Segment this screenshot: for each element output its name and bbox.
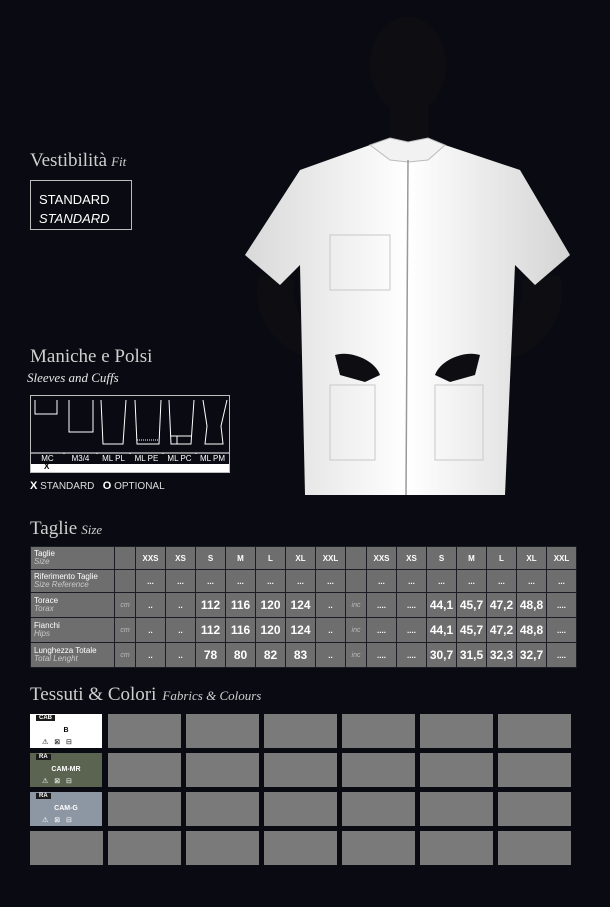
- color-swatch-empty: [264, 831, 337, 865]
- size-value-cell: ..: [316, 618, 346, 643]
- sleeve-three-quarter-icon: [69, 400, 93, 432]
- sleeve-long-cuff-icon: [169, 400, 194, 444]
- size-value-cell: 30,7: [427, 643, 457, 668]
- size-col: S: [196, 547, 226, 570]
- color-swatch-empty: [420, 831, 493, 865]
- size-value-cell: 48,8: [517, 618, 547, 643]
- unit-cell: cm: [115, 593, 136, 618]
- sleeve-diagrams: [31, 396, 229, 454]
- sleeve-selected-mark: X: [44, 462, 50, 471]
- fabric-code: CAM-MR: [51, 766, 81, 773]
- fabrics-title-it: Tessuti & Colori: [30, 684, 157, 705]
- size-value-cell: 44,1: [427, 618, 457, 643]
- size-value-cell: ..: [316, 593, 346, 618]
- fabric-code: CAM-G: [54, 805, 78, 812]
- unit-cell: inc: [346, 618, 367, 643]
- fit-title: [30, 150, 126, 172]
- size-header-en: Size: [34, 557, 50, 566]
- unit-cell: [115, 547, 136, 570]
- size-col: XS: [397, 547, 427, 570]
- color-swatch-empty: [420, 714, 493, 748]
- color-swatch-empty: [30, 831, 103, 865]
- row-label-en: Total Lenght: [34, 654, 78, 663]
- size-value-cell: ...: [196, 570, 226, 593]
- size-value-cell: ..: [136, 643, 166, 668]
- color-swatch-empty: [108, 753, 181, 787]
- sleeve-long-elastic-icon: [135, 400, 161, 444]
- legend-x-mark: X: [30, 480, 38, 492]
- color-swatch-empty: [108, 831, 181, 865]
- sleeve-legend: [30, 480, 165, 492]
- head-silhouette: [370, 17, 446, 113]
- care-symbols-icon: ⚠ ⊠ ⊟: [42, 739, 74, 746]
- size-table-row: [31, 643, 577, 668]
- sleeve-long-button-icon: [203, 400, 227, 444]
- size-value-cell: ...: [457, 570, 487, 593]
- color-swatch-empty: [342, 714, 415, 748]
- size-row-label: [31, 570, 115, 593]
- size-row-label: [31, 643, 115, 668]
- size-title: [30, 518, 102, 540]
- sleeve-label-m34: M3/4: [71, 454, 90, 463]
- fabric-swatch: [30, 714, 102, 748]
- color-swatch-empty: [186, 792, 259, 826]
- size-value-cell: ....: [367, 643, 397, 668]
- color-swatch-empty: [342, 831, 415, 865]
- size-table: [30, 546, 577, 668]
- sleeve-label-mlpl: ML PL: [102, 454, 125, 463]
- unit-cell: [115, 570, 136, 593]
- unit-cell: cm: [115, 643, 136, 668]
- size-col: XXS: [367, 547, 397, 570]
- size-value-cell: ....: [397, 643, 427, 668]
- size-col: XS: [166, 547, 196, 570]
- size-col: L: [256, 547, 286, 570]
- color-swatch-empty: [108, 792, 181, 826]
- fabric-tag: CAB: [36, 715, 55, 721]
- fit-value: STANDARD: [39, 192, 110, 207]
- size-value-cell: ....: [547, 643, 577, 668]
- size-col: XXL: [316, 547, 346, 570]
- unit-cell: cm: [115, 618, 136, 643]
- row-label-it: Lunghezza Totale: [34, 646, 97, 655]
- size-value-cell: ...: [367, 570, 397, 593]
- size-value-cell: 31,5: [457, 643, 487, 668]
- fabric-swatch: [30, 753, 102, 787]
- size-value-cell: 120: [256, 618, 286, 643]
- size-table-row: [31, 570, 577, 593]
- size-value-cell: 112: [196, 593, 226, 618]
- size-value-cell: ....: [547, 593, 577, 618]
- size-col: M: [226, 547, 256, 570]
- size-value-cell: 124: [286, 593, 316, 618]
- size-row-label: [31, 618, 115, 643]
- color-swatch-empty: [264, 714, 337, 748]
- color-swatch-empty: [342, 792, 415, 826]
- size-value-cell: ...: [286, 570, 316, 593]
- fabrics-title: [30, 684, 261, 706]
- color-swatch-empty: [420, 753, 493, 787]
- size-value-cell: ...: [547, 570, 577, 593]
- size-value-cell: ....: [367, 593, 397, 618]
- row-label-en: Size Reference: [34, 580, 89, 589]
- fit-box: [30, 180, 132, 230]
- legend-optional: OPTIONAL: [114, 481, 165, 492]
- care-symbols-icon: ⚠ ⊠ ⊟: [42, 817, 74, 824]
- size-value-cell: 124: [286, 618, 316, 643]
- color-swatch-empty: [186, 831, 259, 865]
- unit-cell: [346, 570, 367, 593]
- unit-cell: [346, 547, 367, 570]
- size-value-cell: ....: [397, 593, 427, 618]
- size-value-cell: ....: [397, 618, 427, 643]
- row-label-en: Hips: [34, 629, 51, 638]
- size-header-it: Taglie: [34, 549, 55, 558]
- care-symbols-icon: ⚠ ⊠ ⊟: [42, 778, 74, 785]
- size-value-cell: 44,1: [427, 593, 457, 618]
- size-value-cell: 47,2: [487, 593, 517, 618]
- size-table-row: [31, 618, 577, 643]
- color-swatch-empty: [342, 753, 415, 787]
- size-value-cell: 32,3: [487, 643, 517, 668]
- sleeve-long-plain-icon: [101, 400, 126, 444]
- size-col: M: [457, 547, 487, 570]
- unit-cell: inc: [346, 643, 367, 668]
- size-value-cell: 116: [226, 593, 256, 618]
- size-value-cell: ...: [256, 570, 286, 593]
- size-value-cell: ...: [427, 570, 457, 593]
- fabric-code: B: [63, 727, 69, 734]
- size-value-cell: 47,2: [487, 618, 517, 643]
- size-title-it: Taglie: [30, 518, 78, 539]
- size-value-cell: 112: [196, 618, 226, 643]
- legend-o-mark: O: [102, 480, 112, 492]
- size-col: S: [427, 547, 457, 570]
- sleeve-label-mlpe: ML PE: [134, 454, 159, 463]
- fit-title-en: Fit: [111, 154, 127, 169]
- size-value-cell: ....: [367, 618, 397, 643]
- size-value-cell: ..: [136, 618, 166, 643]
- fit-value-en: STANDARD: [39, 211, 110, 226]
- size-value-cell: 45,7: [457, 593, 487, 618]
- size-header-label: [31, 547, 115, 570]
- size-value-cell: ...: [487, 570, 517, 593]
- sleeve-selection-row: [31, 464, 229, 472]
- size-value-cell: ...: [517, 570, 547, 593]
- fabrics-title-en: Fabrics & Colours: [162, 688, 262, 703]
- sleeve-label-mlpc: ML PC: [167, 454, 192, 463]
- row-label-en: Torax: [34, 604, 54, 613]
- legend-standard: STANDARD: [40, 481, 95, 492]
- size-value-cell: ..: [316, 643, 346, 668]
- sleeve-label-mlpm: ML PM: [199, 454, 226, 463]
- size-col: XL: [286, 547, 316, 570]
- size-col: XXL: [547, 547, 577, 570]
- size-value-cell: 83: [286, 643, 316, 668]
- size-value-cell: ..: [166, 618, 196, 643]
- color-swatch-empty: [498, 831, 571, 865]
- color-swatch-empty: [498, 714, 571, 748]
- sleeves-title: Maniche e Polsi: [30, 346, 153, 367]
- size-value-cell: 32,7: [517, 643, 547, 668]
- size-row-label: [31, 593, 115, 618]
- row-label-it: Fianchi: [34, 621, 60, 630]
- size-value-cell: ...: [166, 570, 196, 593]
- color-swatch-empty: [186, 753, 259, 787]
- size-value-cell: 80: [226, 643, 256, 668]
- size-value-cell: 45,7: [457, 618, 487, 643]
- sleeve-label-mc: MC: [41, 454, 54, 463]
- color-swatch-empty: [420, 792, 493, 826]
- size-value-cell: ...: [316, 570, 346, 593]
- color-swatch-empty: [264, 792, 337, 826]
- fabric-tag: RA: [36, 754, 51, 760]
- size-value-cell: ....: [547, 618, 577, 643]
- color-swatch-empty: [264, 753, 337, 787]
- size-value-cell: 82: [256, 643, 286, 668]
- size-value-cell: 116: [226, 618, 256, 643]
- size-value-cell: ...: [136, 570, 166, 593]
- size-col: XXS: [136, 547, 166, 570]
- size-title-en: Size: [81, 522, 103, 537]
- unit-cell: inc: [346, 593, 367, 618]
- fabric-swatch: [30, 792, 102, 826]
- size-value-cell: 48,8: [517, 593, 547, 618]
- garment-figure: [240, 10, 580, 510]
- color-swatch-empty: [186, 714, 259, 748]
- size-value-cell: ..: [136, 593, 166, 618]
- row-label-it: Torace: [34, 596, 59, 605]
- sleeves-subtitle: Sleeves and Cuffs: [27, 370, 119, 385]
- color-swatch-empty: [498, 792, 571, 826]
- size-value-cell: ...: [226, 570, 256, 593]
- fabric-tag: RA: [36, 793, 51, 799]
- size-header-row: [31, 547, 577, 570]
- sleeve-short-icon: [35, 400, 57, 414]
- size-col: XL: [517, 547, 547, 570]
- size-value-cell: ...: [397, 570, 427, 593]
- size-col: L: [487, 547, 517, 570]
- size-value-cell: 78: [196, 643, 226, 668]
- size-value-cell: ..: [166, 593, 196, 618]
- size-table-row: [31, 593, 577, 618]
- size-value-cell: ..: [166, 643, 196, 668]
- fit-title-it: Vestibilità: [30, 150, 108, 171]
- color-swatch-empty: [498, 753, 571, 787]
- sleeve-chart: [30, 395, 230, 473]
- size-value-cell: 120: [256, 593, 286, 618]
- color-swatch-empty: [108, 714, 181, 748]
- row-label-it: Riferimento Taglie: [34, 572, 98, 581]
